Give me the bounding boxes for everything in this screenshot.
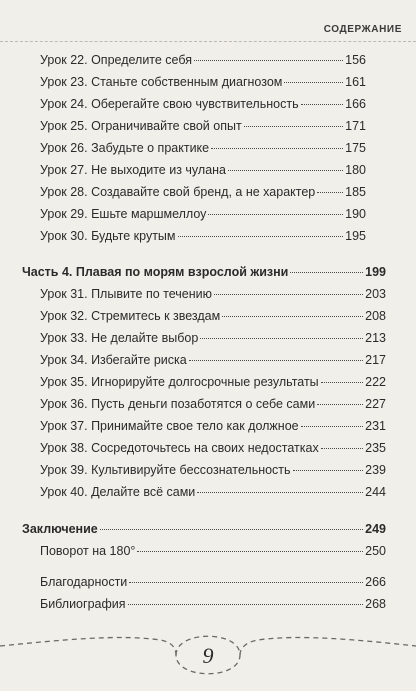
toc-entry-lesson-36 bbox=[40, 396, 386, 412]
leader-dots bbox=[208, 214, 343, 215]
toc-entry-title: Урок 39. Культивируйте бессознательность bbox=[40, 463, 291, 477]
toc-entry-page: 239 bbox=[365, 463, 386, 477]
leader-dots bbox=[301, 104, 344, 105]
toc-entry-acknowledgements bbox=[40, 574, 386, 590]
leader-dots bbox=[284, 82, 343, 83]
toc-entry-page: 235 bbox=[365, 441, 386, 455]
leader-dots bbox=[222, 316, 363, 317]
toc-entry-lesson-27 bbox=[40, 162, 366, 178]
toc-entry-lesson-29 bbox=[40, 206, 366, 222]
toc-entry-lesson-32 bbox=[40, 308, 386, 324]
toc-entry-page: 244 bbox=[365, 485, 386, 499]
toc-entry-lesson-28 bbox=[40, 184, 366, 200]
leader-dots bbox=[189, 360, 363, 361]
toc-entry-title: Урок 23. Станьте собственным диагнозом bbox=[40, 75, 283, 89]
toc-entry-title: Благодарности bbox=[40, 575, 128, 589]
toc-entry-page: 203 bbox=[365, 287, 386, 301]
toc-entry-page: 249 bbox=[365, 522, 386, 536]
toc-entry-lesson-37 bbox=[40, 418, 386, 434]
toc-entry-title: Урок 26. Забудьте о практике bbox=[40, 141, 210, 155]
page-number: 9 bbox=[202, 643, 214, 668]
toc-entry-page: 190 bbox=[345, 207, 366, 221]
toc-entry-page: 268 bbox=[365, 597, 386, 611]
toc-entry-page: 161 bbox=[345, 75, 366, 89]
toc-entry-conclusion bbox=[22, 521, 386, 537]
toc-entry-title: Библиография bbox=[40, 597, 126, 611]
toc-entry-page: 213 bbox=[365, 331, 386, 345]
toc-entry-title: Урок 33. Не делайте выбор bbox=[40, 331, 199, 345]
leader-dots bbox=[197, 492, 363, 493]
toc-entry-part-4 bbox=[22, 264, 386, 280]
toc-entry-page: 208 bbox=[365, 309, 386, 323]
toc-entry-title: Урок 32. Стремитесь к звездам bbox=[40, 309, 221, 323]
toc-entry-turn-180 bbox=[40, 543, 386, 559]
toc-entry-lesson-38 bbox=[40, 440, 386, 456]
leader-dots bbox=[317, 404, 363, 405]
leader-dots bbox=[214, 294, 363, 295]
toc-entry-page: 266 bbox=[365, 575, 386, 589]
toc-entry-page: 166 bbox=[345, 97, 366, 111]
toc-entry-page: 231 bbox=[365, 419, 386, 433]
toc-entry-title: Часть 4. Плавая по морям взрослой жизни bbox=[22, 265, 289, 279]
toc-entry-title: Урок 25. Ограничивайте свой опыт bbox=[40, 119, 242, 133]
toc-entry-page: 180 bbox=[345, 163, 366, 177]
leader-dots bbox=[194, 60, 343, 61]
toc-entry-lesson-35 bbox=[40, 374, 386, 390]
toc-entry-title: Урок 29. Ешьте маршмеллоу bbox=[40, 207, 207, 221]
toc-entry-lesson-23 bbox=[40, 74, 366, 90]
toc-entry-lesson-31 bbox=[40, 286, 386, 302]
toc-entry-title: Урок 31. Плывите по течению bbox=[40, 287, 213, 301]
leader-dots bbox=[290, 272, 363, 273]
toc-entry-page: 222 bbox=[365, 375, 386, 389]
toc-entry-title: Урок 37. Принимайте свое тело как должное bbox=[40, 419, 299, 433]
toc-entry-title: Урок 28. Создавайте свой бренд, а не характер bbox=[40, 185, 316, 199]
toc-entry-title: Урок 35. Игнорируйте долгосрочные результаты bbox=[40, 375, 319, 389]
page-number-ornament bbox=[0, 600, 416, 691]
toc-entry-title: Урок 34. Избегайте риска bbox=[40, 353, 187, 367]
toc-entry-lesson-30 bbox=[40, 228, 366, 244]
toc-entry-title: Урок 27. Не выходите из чулана bbox=[40, 163, 226, 177]
toc-entry-lesson-33 bbox=[40, 330, 386, 346]
leader-dots bbox=[137, 551, 363, 552]
toc-entry-lesson-40 bbox=[40, 484, 386, 500]
toc-entry-lesson-39 bbox=[40, 462, 386, 478]
toc-entry-title: Урок 36. Пусть деньги позаботятся о себе сами bbox=[40, 397, 316, 411]
toc-entry-page: 185 bbox=[345, 185, 366, 199]
leader-dots bbox=[321, 382, 363, 383]
leader-dots bbox=[178, 236, 344, 237]
toc-entry-page: 156 bbox=[345, 53, 366, 67]
leader-dots bbox=[100, 529, 363, 530]
toc-entry-title: Урок 30. Будьте крутым bbox=[40, 229, 176, 243]
leader-dots bbox=[129, 582, 363, 583]
running-header: СОДЕРЖАНИЕ bbox=[323, 24, 402, 35]
toc-entry-lesson-25 bbox=[40, 118, 366, 134]
leader-dots bbox=[293, 470, 364, 471]
toc-entry-page: 199 bbox=[365, 265, 386, 279]
toc-entry-page: 227 bbox=[365, 397, 386, 411]
leader-dots bbox=[211, 148, 343, 149]
leader-dots bbox=[244, 126, 343, 127]
toc-entry-title: Заключение bbox=[22, 522, 98, 536]
toc-entry-page: 250 bbox=[365, 544, 386, 558]
toc-entry-title: Поворот на 180° bbox=[40, 544, 136, 558]
leader-dots bbox=[317, 192, 343, 193]
toc-entry-title: Урок 22. Определите себя bbox=[40, 53, 193, 67]
toc-entry-page: 171 bbox=[345, 119, 366, 133]
toc-entry-lesson-34 bbox=[40, 352, 386, 368]
toc-entry-lesson-22 bbox=[40, 52, 366, 68]
toc-entry-lesson-24 bbox=[40, 96, 366, 112]
toc-entry-page: 195 bbox=[345, 229, 366, 243]
leader-dots bbox=[228, 170, 343, 171]
toc-entry-title: Урок 24. Оберегайте свою чувствительность bbox=[40, 97, 299, 111]
leader-dots bbox=[200, 338, 363, 339]
header-divider bbox=[0, 41, 416, 42]
leader-dots bbox=[301, 426, 364, 427]
toc-entry-page: 175 bbox=[345, 141, 366, 155]
toc-entry-lesson-26 bbox=[40, 140, 366, 156]
leader-dots bbox=[321, 448, 363, 449]
toc-entry-page: 217 bbox=[365, 353, 386, 367]
toc-entry-title: Урок 38. Сосредоточьтесь на своих недостатках bbox=[40, 441, 319, 455]
toc-entry-title: Урок 40. Делайте всё сами bbox=[40, 485, 196, 499]
